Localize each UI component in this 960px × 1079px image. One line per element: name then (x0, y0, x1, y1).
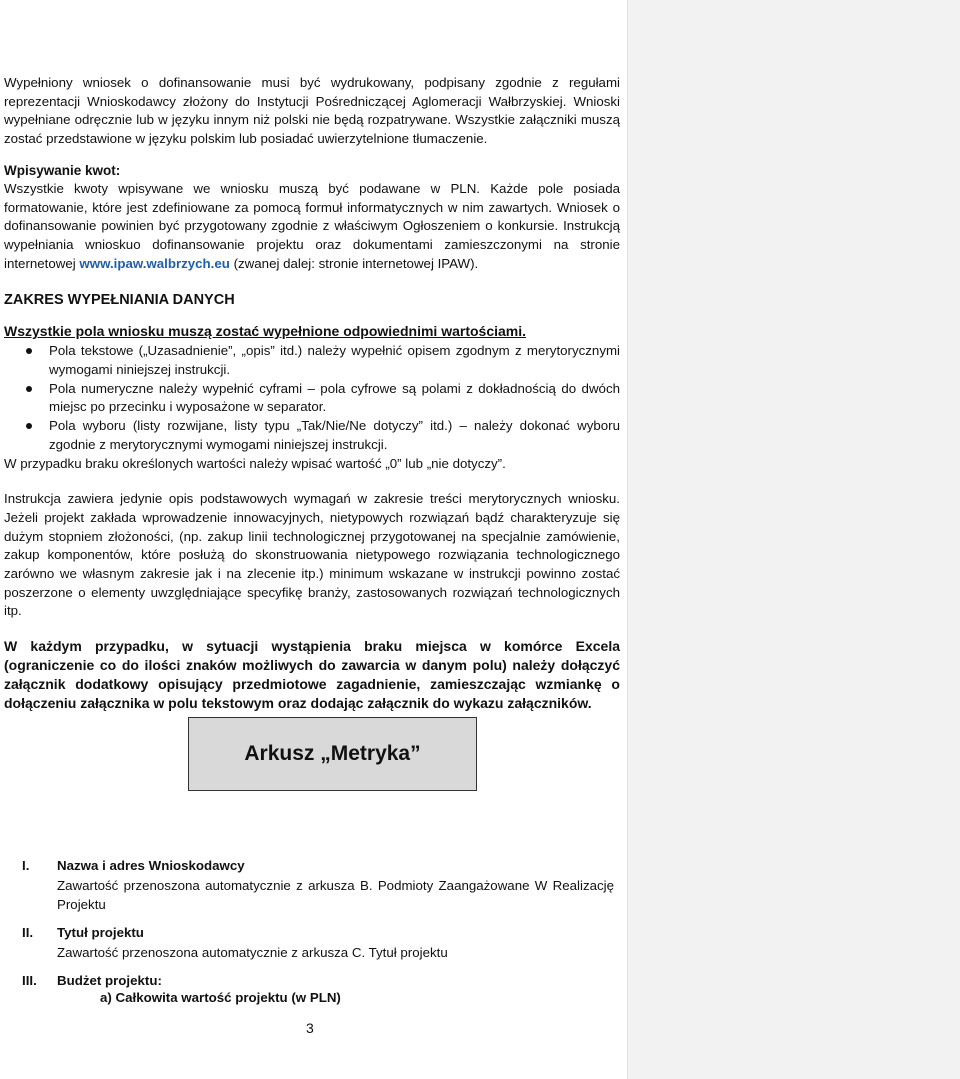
section-number: II. (22, 925, 34, 940)
list-item (4, 380, 620, 417)
subsection-total-value: a) Całkowita wartość projektu (w PLN) (100, 990, 341, 1005)
bullet-icon (26, 348, 32, 354)
bullet-text: Pola wyboru (listy rozwijane, listy typu „Tak/Nie/Ne dotyczy” itd.) – należy dokonać wyboru zgodnie z merytorycznymi wymogami niniejszej instrukcji. (49, 418, 620, 452)
page-number: 3 (306, 1020, 314, 1036)
scope-heading: ZAKRES WYPEŁNIANIA DANYCH (4, 292, 235, 309)
amounts-text: Wszystkie kwoty wpisywane we wniosku muszą być podawane w PLN. Każde pole posiada formatowanie, które jest zdefiniowane za pomocą formuł informatycznych w nim zawartych. Wniosek o dofinansowanie powinien być przygotowany zgodnie z właściwym Ogłoszeniem o konkursie. Instrukcją wypełniania wnioskuo dofinansowanie projektu oraz dokumentami zamieszczonymi na stronie internetowej (4, 180, 620, 271)
sheet-title-box (188, 717, 477, 791)
sheet-title: Arkusz „Metryka” (244, 742, 421, 765)
bullet-text: Pola numeryczne należy wypełnić cyframi – pola cyfrowe są polami z dokładnością do dwóch miejsc po przecinku i wyposażone w separator. (49, 380, 620, 415)
bullet-text: Pola tekstowe („Uzasadnienie”, „opis” itd.) należy wypełnić opisem zgodnym z merytorycznymi wymogami niniejszej instrukcji. (49, 343, 620, 378)
amounts-paragraph (4, 180, 620, 274)
section-description: Zawartość przenoszona automatycznie z arkusza C. Tytuł projektu (57, 945, 448, 960)
instruction-paragraph: Instrukcja zawiera jedynie opis podstawowych wymagań w zakresie treści merytorycznych wniosku. Jeżeli projekt zakłada wprowadzenie innowacyjnych, nietypowych rozwiązań bądź charakteryzuje się dużym stopniem złożoności, (np. zakup linii technologicznej przygotowanej na specjalnie zamówienie, zakup komponentów, które posłużą do skonstruowania nietypowego rozwiązania technologicznego zarówno we własnym zakresie jak i na zlecenie itp.) minimum wskazane w instrukcji powinno zostać poszerzone o elementy uwzględniające specyfikę branży, zastosowanych rozwiązań technologicznych itp. (4, 491, 620, 619)
section-description: Zawartość przenoszona automatycznie z arkusza B. Podmioty Zaangażowane W Realizację Projektu (57, 878, 614, 912)
intro-paragraph: Wypełniony wniosek o dofinansowanie musi być wydrukowany, podpisany zgodnie z regułami reprezentacji Wnioskodawcy złożony do Instytucji Pośredniczącej Aglomeracji Wałbrzyskiej. Wnioski wypełniane odręcznie lub w języku innym niż polski nie będą rozpatrywane. Wszystkie załączniki muszą zostać przedstawione w języku polskim lub posiadać uwierzytelnione tłumaczenie. (4, 75, 620, 147)
document-content (4, 74, 620, 713)
attachment-note: W każdym przypadku, w sytuacji wystąpienia braku miejsca w komórce Excela (ograniczenie co do ilości znaków możliwych do zawarcia w danym polu) należy dołączyć załącznik dodatkowy opisujący przedmiotowe zagadnienie, zamieszczając wzmiankę o dołączeniu załącznika w polu tekstowym oraz dodając załącznik do wykazu załączników. (4, 638, 620, 712)
scope-bullet-list (4, 342, 620, 454)
section-title: Budżet projektu: (57, 973, 162, 988)
missing-values-note: W przypadku braku określonych wartości należy wpisać wartość „0” lub „nie dotyczy”. (4, 455, 506, 471)
comment-pane (627, 0, 960, 1079)
amounts-heading: Wpisywanie kwot: (4, 162, 121, 178)
amounts-text-after: (zwanej dalej: stronie internetowej IPAW). (229, 255, 479, 271)
ipaw-link[interactable]: www.ipaw.walbrzych.eu (79, 255, 230, 271)
section-number: I. (22, 858, 30, 873)
scope-subheading: Wszystkie pola wniosku muszą zostać wypełnione odpowiednimi wartościami. (4, 323, 527, 340)
section-title: Nazwa i adres Wnioskodawcy (57, 858, 245, 873)
section-number: III. (22, 973, 37, 988)
list-item (4, 342, 620, 379)
list-item (4, 417, 620, 454)
bullet-icon (26, 423, 32, 429)
section-title: Tytuł projektu (57, 925, 144, 940)
bullet-icon (26, 386, 32, 392)
